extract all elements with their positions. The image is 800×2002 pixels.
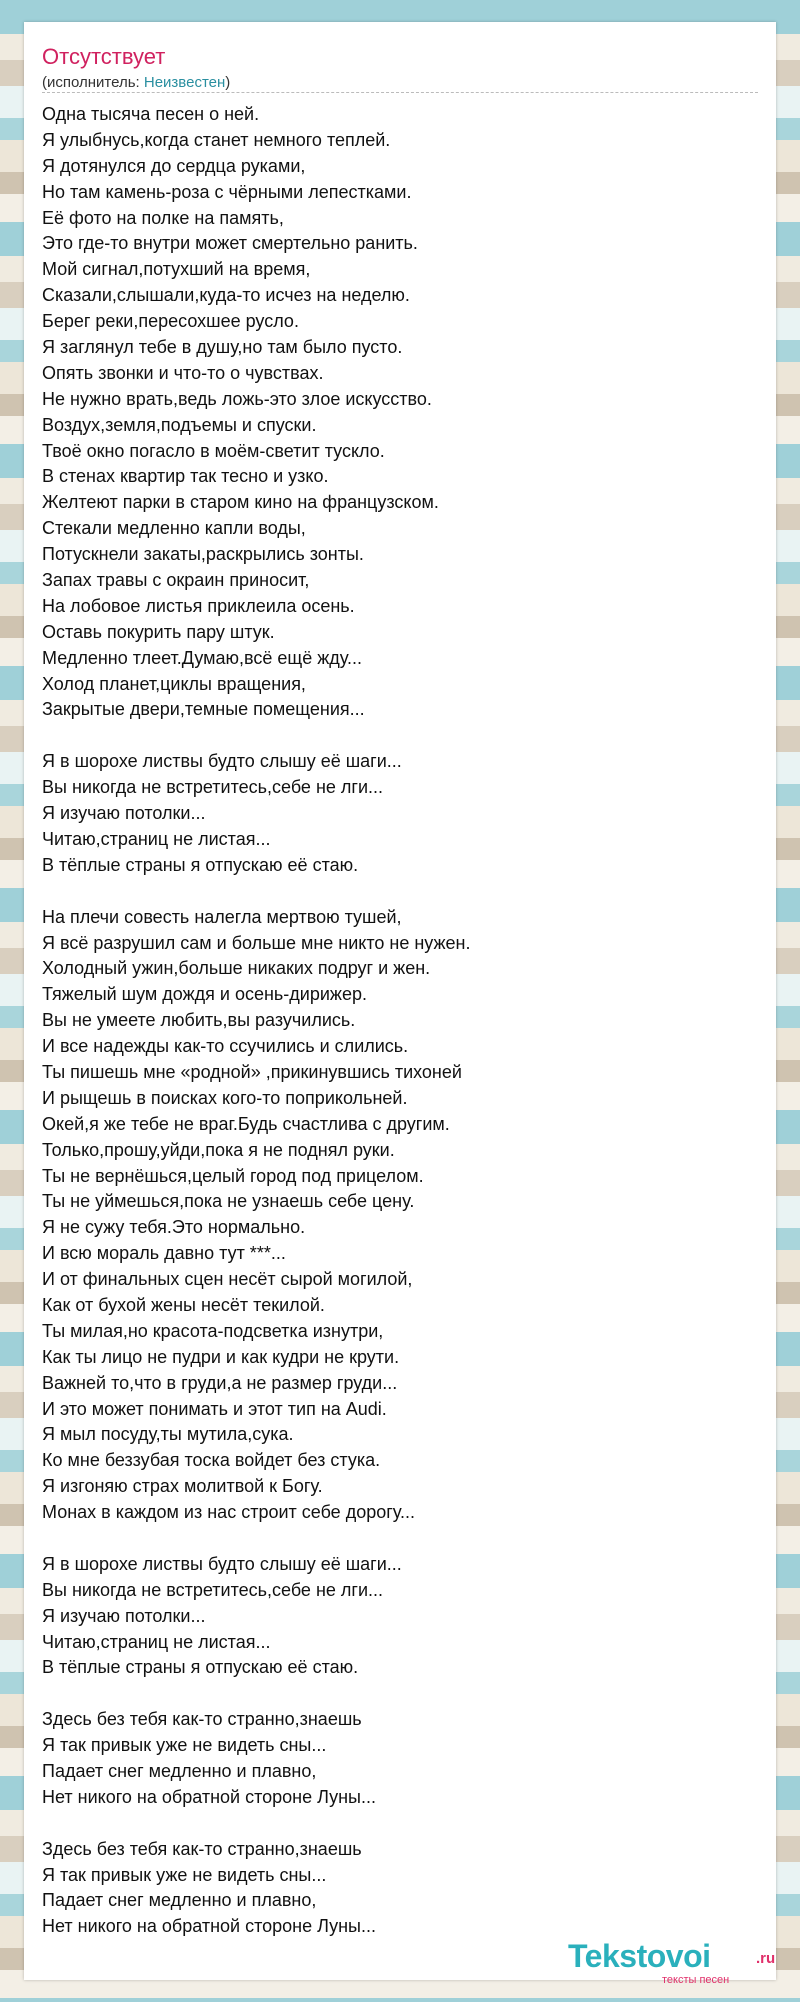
artist-line — [42, 74, 230, 91]
lyric-line: Нет никого на обратной стороне Луны... — [42, 1786, 376, 1807]
lyric-line: Я изгоняю страх молитвой к Богу. — [42, 1476, 323, 1497]
lyric-line: Я так привык уже не видеть сны... — [42, 1864, 327, 1885]
lyric-line: Я изучаю потолки... — [42, 803, 206, 824]
lyric-line: В тёплые страны я отпускаю её стаю. — [42, 1657, 359, 1678]
lyric-line: Падает снег медленно и плавно, — [42, 1761, 317, 1781]
lyric-line: Не нужно врать,ведь ложь-это злое искусство. — [42, 388, 432, 409]
lyric-line: Сказали,слышали,куда-то исчез на неделю. — [42, 285, 410, 306]
logo-name: Tekstovoi — [568, 1938, 711, 1974]
lyric-line: В стенах квартир так тесно и узко. — [42, 466, 329, 487]
lyric-line: Это где-то внутри может смертельно ранить. — [42, 233, 418, 254]
lyric-line: Медленно тлеет.Думаю,всё ещё жду... — [42, 647, 362, 668]
lyric-line: Я изучаю потолки... — [42, 1605, 206, 1626]
title-divider — [42, 92, 758, 93]
lyric-line: И это может понимать и этот тип на Audi. — [42, 1398, 387, 1419]
lyric-line: Холодный ужин,больше никаких подруг и жен. — [42, 958, 431, 979]
stanza-break — [42, 723, 742, 749]
lyric-line: Нет никого на обратной стороне Луны... — [42, 1916, 376, 1937]
lyric-line: Берег реки,пересохшее русло. — [42, 311, 299, 332]
stanza-break — [42, 1811, 742, 1837]
lyrics-body — [42, 102, 742, 1940]
lyric-line: Вы никогда не встретитесь,себе не лги... — [42, 777, 384, 798]
lyric-line: Падает снег медленно и плавно, — [42, 1890, 317, 1911]
lyric-line: Я заглянул тебе в душу,но там было пусто. — [42, 337, 403, 358]
lyric-line: И от финальных сцен несёт сырой могилой, — [42, 1269, 413, 1290]
stanza-break — [42, 1681, 742, 1707]
lyric-line: Ты милая,но красота-подсветка изнутри, — [42, 1320, 384, 1341]
lyric-line: Здесь без тебя как-то странно,знаешь — [42, 1838, 362, 1859]
lyric-line: Тяжелый шум дождя и осень-дирижер. — [42, 984, 367, 1005]
lyric-line: Я в шорохе листвы будто слышу её шаги... — [42, 751, 402, 772]
logo-tld: .ru — [756, 1950, 776, 1967]
lyric-line: Желтеют парки в старом кино на французском. — [42, 492, 439, 513]
lyric-line: Потускнели закаты,раскрылись зонты. — [42, 544, 364, 565]
lyric-line: Холод планет,циклы вращения, — [42, 673, 306, 694]
lyric-line: Одна тысяча песен о ней. — [42, 104, 260, 124]
lyric-line: Я мыл посуду,ты мутила,сука. — [42, 1424, 294, 1445]
lyric-line: И все надежды как-то ссучились и слились. — [42, 1036, 409, 1057]
lyric-line: Но там камень-роза с чёрными лепестками. — [42, 181, 412, 202]
stanza-break — [42, 879, 742, 905]
lyric-line: Ты не уймешься,пока не узнаешь себе цену. — [42, 1191, 415, 1212]
lyric-line: Оставь покурить пару штук. — [42, 621, 275, 642]
lyric-line: Мой сигнал,потухший на время, — [42, 259, 311, 280]
lyric-line: Ты не вернёшься,целый город под прицелом. — [42, 1165, 424, 1186]
lyric-line: Как ты лицо не пудри и как кудри не крути. — [42, 1346, 400, 1367]
lyric-line: Важней то,что в груди,а не размер груди... — [42, 1372, 398, 1393]
lyric-line: И всю мораль давно тут ***... — [42, 1243, 286, 1264]
lyric-line: И рыщешь в поисках кого-то поприкольней. — [42, 1087, 408, 1108]
site-logo[interactable] — [568, 1938, 778, 1986]
lyric-line: Я улыбнусь,когда станет немного теплей. — [42, 129, 391, 150]
lyric-line: Запах травы с окраин приносит, — [42, 570, 310, 591]
lyric-line: Как от бухой жены несёт текилой. — [42, 1294, 325, 1315]
artist-link[interactable]: Неизвестен — [143, 74, 226, 91]
lyric-line: На плечи совесть налегла мертвою тушей, — [42, 906, 402, 927]
song-title: Отсутствует — [42, 44, 166, 69]
artist-prefix: (исполнитель: — [42, 74, 144, 91]
lyrics-card — [24, 22, 776, 1986]
lyric-line: Опять звонки и что-то о чувствах. — [42, 362, 324, 383]
artist-suffix: ) — [225, 74, 231, 91]
lyric-line: Окей,я же тебе не враг.Будь счастлива с другим. — [42, 1113, 450, 1134]
lyric-line: Закрытые двери,темные помещения... — [42, 699, 365, 720]
lyric-line: Я в шорохе листвы будто слышу её шаги... — [42, 1553, 402, 1574]
lyric-line: Я дотянулся до сердца руками, — [42, 155, 306, 176]
lyric-line: Читаю,страниц не листая... — [42, 1631, 271, 1652]
stanza-break — [42, 1526, 742, 1552]
lyric-line: Ко мне беззубая тоска войдет без стука. — [42, 1450, 381, 1471]
lyric-line: Воздух,земля,подъемы и спуски. — [42, 414, 317, 435]
lyric-line: В тёплые страны я отпускаю её стаю. — [42, 854, 359, 875]
lyric-line: Читаю,страниц не листая... — [42, 828, 271, 849]
lyric-line: Ты пишешь мне «родной» ,прикинувшись тихоней — [42, 1061, 462, 1082]
lyric-line: На лобовое листья приклеила осень. — [42, 595, 355, 616]
lyric-line: Только,прошу,уйди,пока я не поднял руки. — [42, 1139, 395, 1160]
lyric-line: Стекали медленно капли воды, — [42, 518, 306, 539]
lyric-line: Я не сужу тебя.Это нормально. — [42, 1217, 306, 1238]
lyric-line: Монах в каждом из нас строит себе дорогу... — [42, 1502, 415, 1523]
logo-tagline: тексты песен — [662, 1974, 730, 1986]
lyric-line: Твоё окно погасло в моём-светит тускло. — [42, 440, 385, 461]
lyric-line: Её фото на полке на память, — [42, 207, 284, 228]
lyric-line: Вы никогда не встретитесь,себе не лги... — [42, 1579, 384, 1600]
lyric-line: Я всё разрушил сам и больше мне никто не нужен. — [42, 932, 471, 953]
lyric-line: Здесь без тебя как-то странно,знаешь — [42, 1709, 362, 1730]
lyric-line: Я так привык уже не видеть сны... — [42, 1735, 327, 1756]
lyric-line: Вы не умеете любить,вы разучились. — [42, 1010, 356, 1031]
